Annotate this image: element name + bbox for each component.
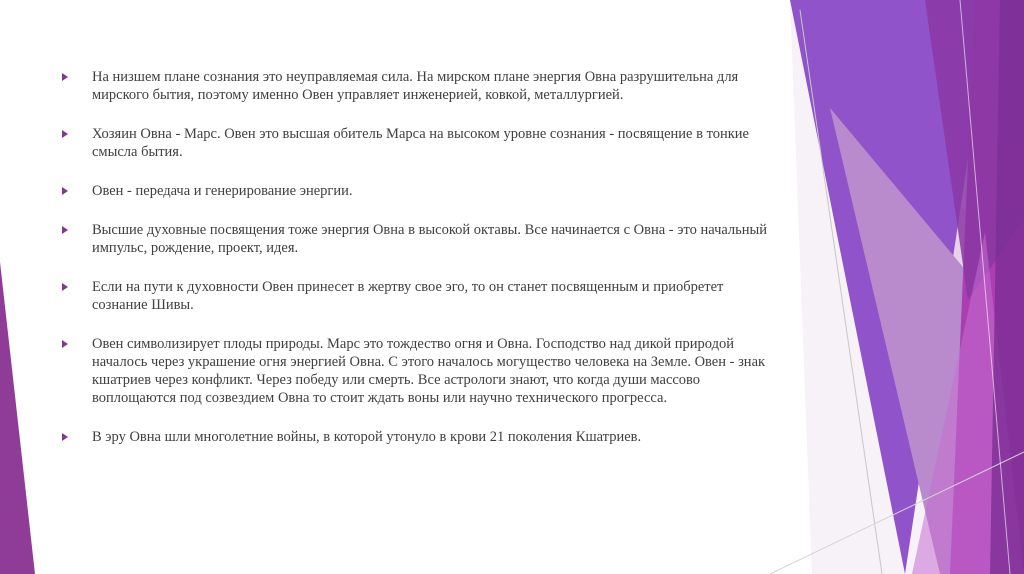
bullet-item xyxy=(62,278,782,314)
bullet-text: На низшем плане сознания это неуправляемая сила. На мирском плане энергия Овна разрушительна для мирского бытия, поэтому именно Овен управляет инженерией, ковкой, металлургией. xyxy=(92,69,739,103)
bullet-item xyxy=(62,221,782,257)
triangle-bullet-icon xyxy=(62,433,68,441)
triangle-bullet-icon xyxy=(62,73,68,81)
bullet-item xyxy=(62,182,782,200)
bullet-text: Овен - передача и генерирование энергии. xyxy=(92,183,353,199)
bullet-item xyxy=(62,335,782,407)
bullet-item xyxy=(62,428,782,446)
left-edge-wedge xyxy=(0,262,35,574)
bullet-text: В эру Овна шли многолетние войны, в которой утонуло в крови 21 поколения Кшатриев. xyxy=(92,429,642,445)
triangle-bullet-icon xyxy=(62,226,68,234)
bullet-text: Овен символизирует плоды природы. Марс это тождество огня и Овна. Господство над дикой природой началось через украшение огня энергией Овна. С этого началось могущество человека на Земле. Овен - знак кшатриев через конфликт. Через победу или смерть. Все астрологи знают, что когда души массово воплощаются под созвездием Овна то стоит ждать воны или научно технического прогресса. xyxy=(92,336,766,406)
triangle-bullet-icon xyxy=(62,283,68,291)
bullet-list xyxy=(62,68,782,446)
triangle-bullet-icon xyxy=(62,130,68,138)
bullet-text: Хозяин Овна - Марс. Овен это высшая обитель Марса на высоком уровне сознания - посвящение в тонкие смысла бытия. xyxy=(92,126,749,160)
bullet-item xyxy=(62,68,782,104)
triangle-bullet-icon xyxy=(62,187,68,195)
bullet-item xyxy=(62,125,782,161)
triangle-bullet-icon xyxy=(62,340,68,348)
bullet-text: Если на пути к духовности Овен принесет в жертву свое эго, то он станет посвященным и приобретет сознание Шивы. xyxy=(92,279,724,313)
bullet-text: Высшие духовные посвящения тоже энергия Овна в высокой октавы. Все начинается с Овна - это начальный импульс, рождение, проект, идея. xyxy=(92,222,768,256)
